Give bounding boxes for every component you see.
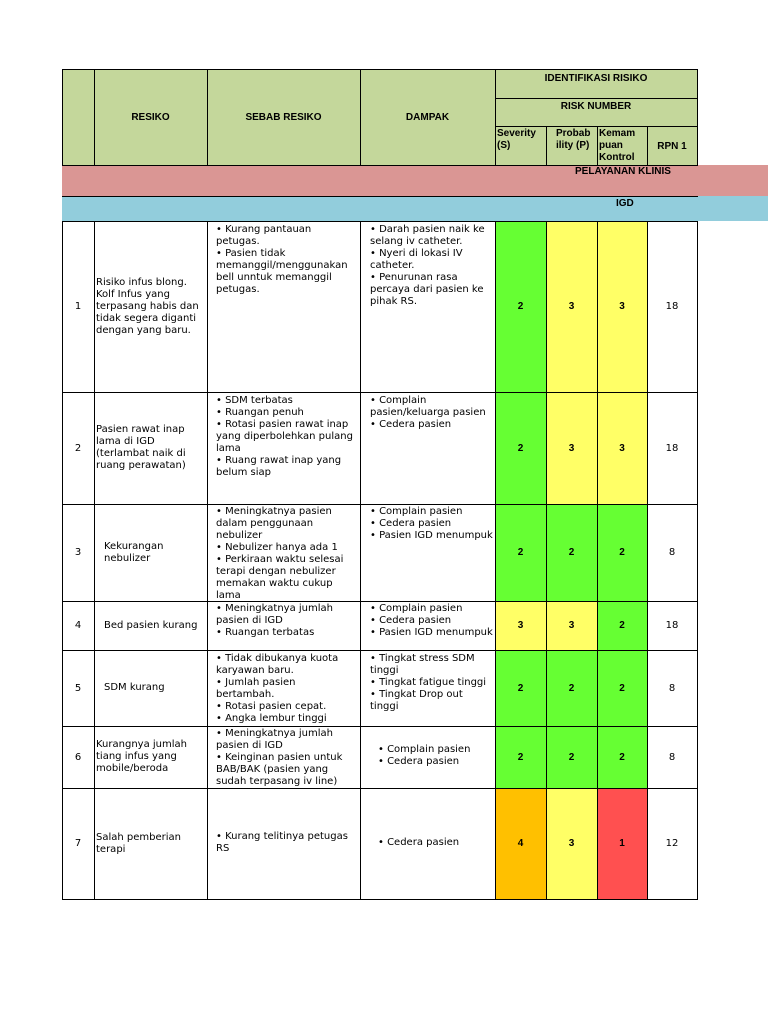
rpn-value: 12	[665, 838, 679, 849]
grid-line	[495, 221, 496, 900]
control-value: 3	[619, 301, 625, 312]
cause-list	[216, 653, 357, 725]
header-dampak: DAMPAK	[405, 111, 450, 123]
risk-description-text: SDM kurang	[104, 682, 165, 693]
impact-item: • Pasien IGD menumpuk	[370, 627, 493, 638]
risk-description-text: Salah pemberian terapi	[96, 831, 181, 855]
cause-item: • Meningkatnya pasien dalam penggunaan nebulizer	[216, 506, 332, 541]
grid-line	[62, 601, 698, 602]
subsection-title: IGD	[616, 198, 634, 209]
severity-value: 2	[517, 751, 524, 763]
header-risk-number: RISK NUMBER	[560, 100, 632, 112]
cause-item: • Rotasi pasien rawat inap yang diperbolehkan pulang lama	[216, 419, 353, 454]
impact-item: • Cedera pasien	[370, 518, 452, 529]
impact-list	[370, 653, 493, 713]
risk-description-text: Bed pasien kurang	[104, 619, 198, 631]
grid-line	[207, 69, 208, 166]
risk-description	[104, 504, 203, 601]
risk-description	[96, 788, 203, 899]
impact-list	[370, 395, 493, 431]
risk-description-text: Pasien rawat inap lama di IGD (terlambat naik di ruang perawatan)	[96, 424, 186, 471]
risk-description	[96, 726, 203, 788]
risk-description-text: Kekurangan nebulizer	[104, 540, 164, 564]
cause-item: • Ruang rawat inap yang belum siap	[216, 455, 342, 478]
probability-value: 3	[568, 442, 575, 454]
grid-line	[360, 69, 361, 166]
grid-line	[62, 788, 698, 789]
header-probability: Probab ility (P)	[556, 128, 591, 151]
impact-item: • Cedera pasien	[370, 615, 452, 626]
control-value: 2	[619, 620, 625, 631]
cause-item: • Meningkatnya jumlah pasien di IGD	[216, 603, 333, 626]
cause-item: • Pasien tidak memanggil/menggunakan bell unntuk memanggil petugas.	[216, 248, 348, 295]
grid-line	[62, 899, 698, 900]
grid-line	[495, 69, 496, 166]
control-value: 2	[619, 547, 625, 558]
cause-list	[216, 224, 357, 296]
control-value: 1	[619, 838, 625, 849]
cause-item: • SDM terbatas	[216, 395, 293, 406]
rpn-value: 8	[668, 751, 676, 763]
grid-line	[62, 196, 698, 197]
cause-item: • Tidak dibukanya kuota karyawan baru.	[216, 653, 339, 676]
impact-item: • Nyeri di lokasi IV catheter.	[370, 248, 463, 271]
grid-line	[62, 165, 698, 166]
impact-item: • Complain pasien	[378, 744, 471, 755]
grid-line	[647, 221, 648, 900]
cause-list	[216, 728, 357, 788]
grid-line	[94, 221, 95, 900]
impact-list	[370, 224, 493, 308]
row-number: 4	[74, 620, 82, 631]
cause-item: • Meningkatnya jumlah pasien di IGD	[216, 728, 333, 751]
control-value: 2	[619, 682, 625, 694]
cause-list	[216, 506, 357, 602]
grid-line	[546, 126, 547, 166]
cause-item: • Ruangan terbatas	[216, 627, 315, 638]
section-title: PELAYANAN KLINIS	[575, 166, 671, 177]
grid-line	[62, 69, 698, 70]
risk-description	[96, 221, 203, 392]
cause-list	[216, 603, 357, 639]
row-number: 5	[74, 682, 82, 694]
control-value: 3	[619, 442, 625, 454]
risk-description	[104, 650, 203, 726]
impact-item: • Tingkat Drop out tinggi	[370, 689, 463, 712]
grid-line	[62, 650, 698, 651]
severity-value: 4	[517, 838, 524, 849]
grid-line	[360, 221, 361, 900]
cause-list	[216, 395, 357, 479]
risk-description	[104, 601, 203, 650]
risk-description-text: Kurangnya jumlah tiang infus yang mobile/beroda	[96, 739, 187, 774]
header-severity: Severity (S)	[497, 128, 536, 151]
cause-item: • Keinginan pasien untuk BAB/BAK (pasien yang sudah terpasang iv line)	[216, 752, 343, 787]
header-identifikasi-risiko: IDENTIFIKASI RISIKO	[544, 72, 648, 84]
row-number: 6	[74, 751, 82, 763]
impact-list	[378, 744, 501, 768]
rpn-value: 8	[668, 682, 676, 694]
grid-line	[62, 69, 63, 166]
probability-value: 3	[568, 838, 575, 849]
impact-item: • Darah pasien naik ke selang iv catheter.	[370, 224, 485, 247]
impact-list	[378, 837, 501, 849]
cause-item: • Rotasi pasien cepat.	[216, 701, 327, 712]
rpn-value: 18	[665, 442, 679, 454]
grid-line	[207, 221, 208, 900]
grid-line	[62, 221, 698, 222]
rpn-value: 18	[665, 620, 679, 631]
header-sebab-resiko: SEBAB RESIKO	[245, 111, 322, 123]
impact-item: • Cedera pasien	[370, 419, 452, 430]
grid-line	[62, 392, 698, 393]
impact-item: • Cedera pasien	[378, 756, 460, 767]
impact-item: • Complain pasien/keluarga pasien	[370, 395, 486, 418]
cause-item: • Perkiraan waktu selesai terapi dengan nebulizer memakan waktu cukup lama	[216, 554, 344, 601]
probability-value: 2	[568, 547, 575, 558]
impact-list	[370, 603, 493, 639]
row-number: 2	[74, 442, 82, 454]
grid-line	[495, 98, 698, 99]
cause-item: • Nebulizer hanya ada 1	[216, 542, 338, 553]
impact-item: • Pasien IGD menumpuk	[370, 530, 493, 541]
risk-description-text: Risiko infus blong. Kolf Infus yang terpasang habis dan tidak segera diganti dengan yang baru.	[96, 276, 199, 336]
row-number: 3	[74, 547, 82, 558]
rpn-value: 18	[665, 301, 679, 312]
cause-item: • Kurang pantauan petugas.	[216, 224, 312, 247]
grid-line	[597, 126, 598, 166]
control-value: 2	[619, 751, 625, 763]
subsection-band	[62, 196, 768, 221]
severity-value: 2	[517, 547, 524, 558]
severity-value: 2	[517, 442, 524, 454]
severity-value: 2	[517, 682, 524, 694]
impact-item: • Complain pasien	[370, 603, 463, 614]
severity-value: 3	[517, 620, 524, 631]
impact-item: • Tingkat fatigue tinggi	[370, 677, 487, 688]
cause-item: • Ruangan penuh	[216, 407, 304, 418]
impact-item: • Complain pasien	[370, 506, 463, 517]
grid-line	[62, 504, 698, 505]
probability-value: 2	[568, 682, 575, 694]
grid-line	[697, 69, 698, 166]
grid-line	[546, 221, 547, 900]
severity-value: 2	[517, 301, 524, 312]
header-rpn: RPN 1	[657, 140, 687, 152]
row-number: 1	[74, 301, 82, 312]
probability-value: 3	[568, 301, 575, 312]
grid-line	[62, 726, 698, 727]
cause-list	[216, 831, 357, 855]
probability-value: 3	[568, 620, 575, 631]
impact-item: • Cedera pasien	[378, 837, 460, 848]
risk-description	[96, 392, 203, 504]
grid-line	[62, 221, 63, 900]
row-number: 7	[74, 838, 82, 849]
grid-line	[597, 221, 598, 900]
header-resiko: RESIKO	[131, 111, 170, 123]
probability-value: 2	[568, 751, 575, 763]
grid-line	[697, 221, 698, 900]
impact-item: • Tingkat stress SDM tinggi	[370, 653, 475, 676]
header-kemampuan-kontrol: Kemam puan Kontrol	[599, 128, 636, 163]
grid-line	[647, 126, 648, 166]
impact-item: • Penurunan rasa percaya dari pasien ke pihak RS.	[370, 272, 484, 307]
cause-item: • Kurang telitinya petugas RS	[216, 831, 348, 854]
rpn-value: 8	[668, 547, 676, 558]
cause-item: • Jumlah pasien bertambah.	[216, 677, 296, 700]
impact-list	[370, 506, 493, 542]
grid-line	[94, 69, 95, 166]
cause-item: • Angka lembur tinggi	[216, 713, 327, 724]
